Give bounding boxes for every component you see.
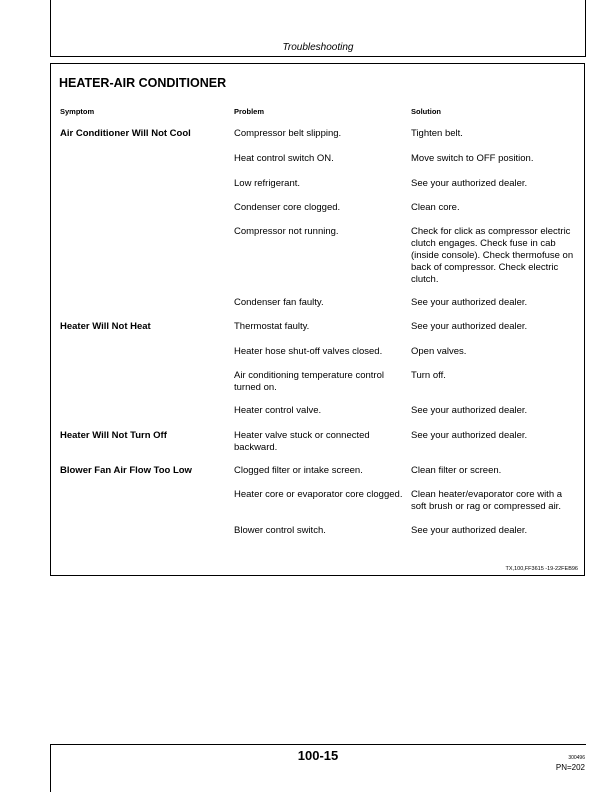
section-header: Troubleshooting xyxy=(282,42,354,53)
solution-cell: See your authorized dealer. xyxy=(411,321,528,332)
problem-cell: Air conditioning temperature control turned on. xyxy=(234,370,384,393)
problem-cell: Thermostat faulty. xyxy=(234,321,310,332)
symptom-heater-will-not-heat: Heater Will Not Heat xyxy=(60,321,151,332)
solution-cell: See your authorized dealer. xyxy=(411,405,528,416)
solution-cell: Tighten belt. xyxy=(411,128,463,139)
problem-cell: Low refrigerant. xyxy=(234,178,301,189)
solution-cell: Check for click as compressor electric clutch engages. Check fuse in cab (inside console). Check thermofuse on back of compressor. Check electric clutch. xyxy=(411,226,574,285)
problem-cell: Condenser core clogged. xyxy=(234,202,341,213)
column-header-problem: Problem xyxy=(234,107,265,116)
date-code: 300496 xyxy=(568,755,585,761)
solution-cell: Clean filter or screen. xyxy=(411,465,502,476)
page-number: 100-15 xyxy=(297,748,339,763)
problem-cell: Compressor not running. xyxy=(234,226,339,237)
problem-cell: Blower control switch. xyxy=(234,525,326,536)
solution-cell: See your authorized dealer. xyxy=(411,430,528,441)
symptom-heater-will-not-turn-off: Heater Will Not Turn Off xyxy=(60,430,167,441)
solution-cell: Clean heater/evaporator core with a soft brush or rag or compressed air. xyxy=(411,489,563,512)
solution-cell: See your authorized dealer. xyxy=(411,178,528,189)
problem-cell: Heater valve stuck or connected backward. xyxy=(234,430,370,453)
solution-cell: See your authorized dealer. xyxy=(411,525,528,536)
solution-cell: Move switch to OFF position. xyxy=(411,153,534,164)
part-number: PN=202 xyxy=(555,763,585,772)
problem-cell: Heater core or evaporator core clogged. xyxy=(234,489,403,500)
solution-cell: Open valves. xyxy=(411,346,467,357)
header-rule xyxy=(50,56,586,57)
symptom-blower-air-flow-low: Blower Fan Air Flow Too Low xyxy=(60,465,192,476)
problem-cell: Condenser fan faulty. xyxy=(234,297,324,308)
symptom-ac-will-not-cool: Air Conditioner Will Not Cool xyxy=(60,128,191,139)
solution-cell: Clean core. xyxy=(411,202,460,213)
column-header-solution: Solution xyxy=(411,107,441,116)
problem-cell: Heater control valve. xyxy=(234,405,322,416)
table-title: HEATER-AIR CONDITIONER xyxy=(59,76,227,90)
problem-cell: Compressor belt slipping. xyxy=(234,128,342,139)
problem-cell: Clogged filter or intake screen. xyxy=(234,465,363,476)
problem-cell: Heater hose shut-off valves closed. xyxy=(234,346,383,357)
footer-rule xyxy=(50,744,586,745)
solution-cell: Turn off. xyxy=(411,370,446,381)
solution-cell: See your authorized dealer. xyxy=(411,297,528,308)
column-header-symptom: Symptom xyxy=(60,107,95,116)
problem-cell: Heat control switch ON. xyxy=(234,153,334,164)
document-code: TX,100,FF3615 -19-22FEB96 xyxy=(505,566,578,572)
